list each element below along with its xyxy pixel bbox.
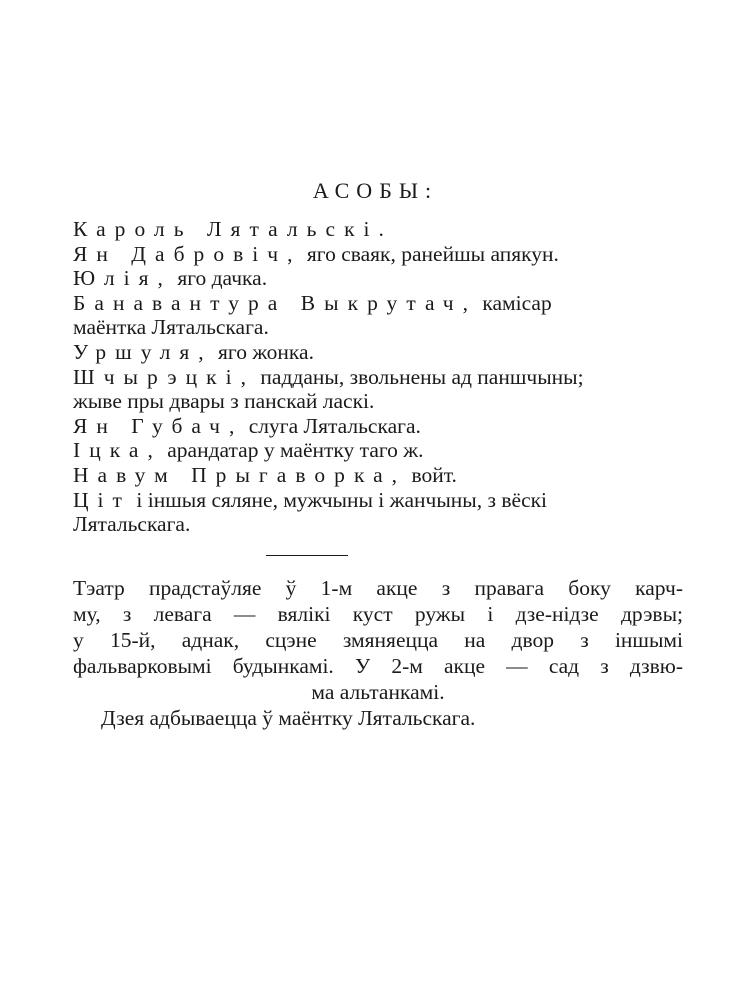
- cast-item: [73, 463, 683, 488]
- character-description: Лятальскага.: [73, 512, 191, 537]
- character-name: Ян Дабровіч,: [73, 241, 302, 266]
- character-description: камісар: [477, 290, 552, 315]
- character-description: і іншыя сяляне, мужчыны і жанчыны, з вёскі: [131, 487, 548, 512]
- stage-direction-line: му, з левага — вялікі куст ружы і дзе-нідзе дрэвы;: [73, 602, 683, 626]
- cast-item: [73, 242, 683, 267]
- stage-direction-line: Тэатр прадстаўляе ў 1-м акце з правага боку карч-: [73, 576, 683, 600]
- character-description: падданы, звольнены ад паншчыны;: [255, 364, 584, 389]
- cast-heading: АСОБЫ:: [312, 178, 439, 203]
- cast-item: [73, 340, 683, 365]
- cast-item: [73, 488, 683, 513]
- cast-item: [73, 217, 683, 242]
- character-description: яго дачка.: [171, 266, 268, 291]
- cast-item: [73, 414, 683, 439]
- place-line: Дзея адбываецца ў маёнтку Лятальскага.: [101, 706, 476, 730]
- cast-list: [73, 217, 683, 537]
- character-name: Банавантура Выкрутач,: [73, 290, 477, 315]
- cast-item: [73, 291, 683, 316]
- stage-direction-line: ма альтанкамі.: [311, 680, 445, 704]
- cast-item-continuation: [73, 315, 683, 340]
- character-description: войт.: [406, 462, 457, 487]
- character-description: арандатар у маёнтку таго ж.: [161, 438, 424, 463]
- stage-direction-line: фальварковымі будынкамі. У 2-м акце — сад з дзвю-: [73, 654, 683, 678]
- character-name: Юлія,: [73, 266, 172, 291]
- character-description: маёнтка Лятальскага.: [73, 315, 269, 340]
- cast-item-continuation: [73, 389, 683, 414]
- character-description: яго сваяк, ранейшы апякун.: [301, 241, 559, 266]
- character-name: Навум Прыгаворка,: [73, 462, 407, 487]
- stage-direction-line: у 15-й, аднак, сцэне змяняецца на двор з іншымі: [73, 628, 683, 652]
- character-name: Ян Губач,: [73, 413, 244, 438]
- character-name: Іцка,: [73, 438, 162, 463]
- cast-item: [73, 438, 683, 463]
- character-description: яго жонка.: [212, 339, 314, 364]
- character-description: слуга Лятальскага.: [243, 413, 421, 438]
- character-description: жыве пры двары з панскай ласкі.: [73, 389, 375, 414]
- section-divider: [266, 555, 348, 556]
- character-name: Кароль Лятальскі.: [73, 217, 393, 241]
- cast-item: [73, 266, 683, 291]
- character-name: Ціт: [73, 487, 131, 512]
- cast-item-continuation: [73, 512, 683, 537]
- character-name: Шчырэцкі,: [73, 364, 256, 389]
- cast-item: [73, 365, 683, 390]
- stage-directions: [73, 575, 683, 731]
- character-name: Уршуля,: [73, 339, 213, 364]
